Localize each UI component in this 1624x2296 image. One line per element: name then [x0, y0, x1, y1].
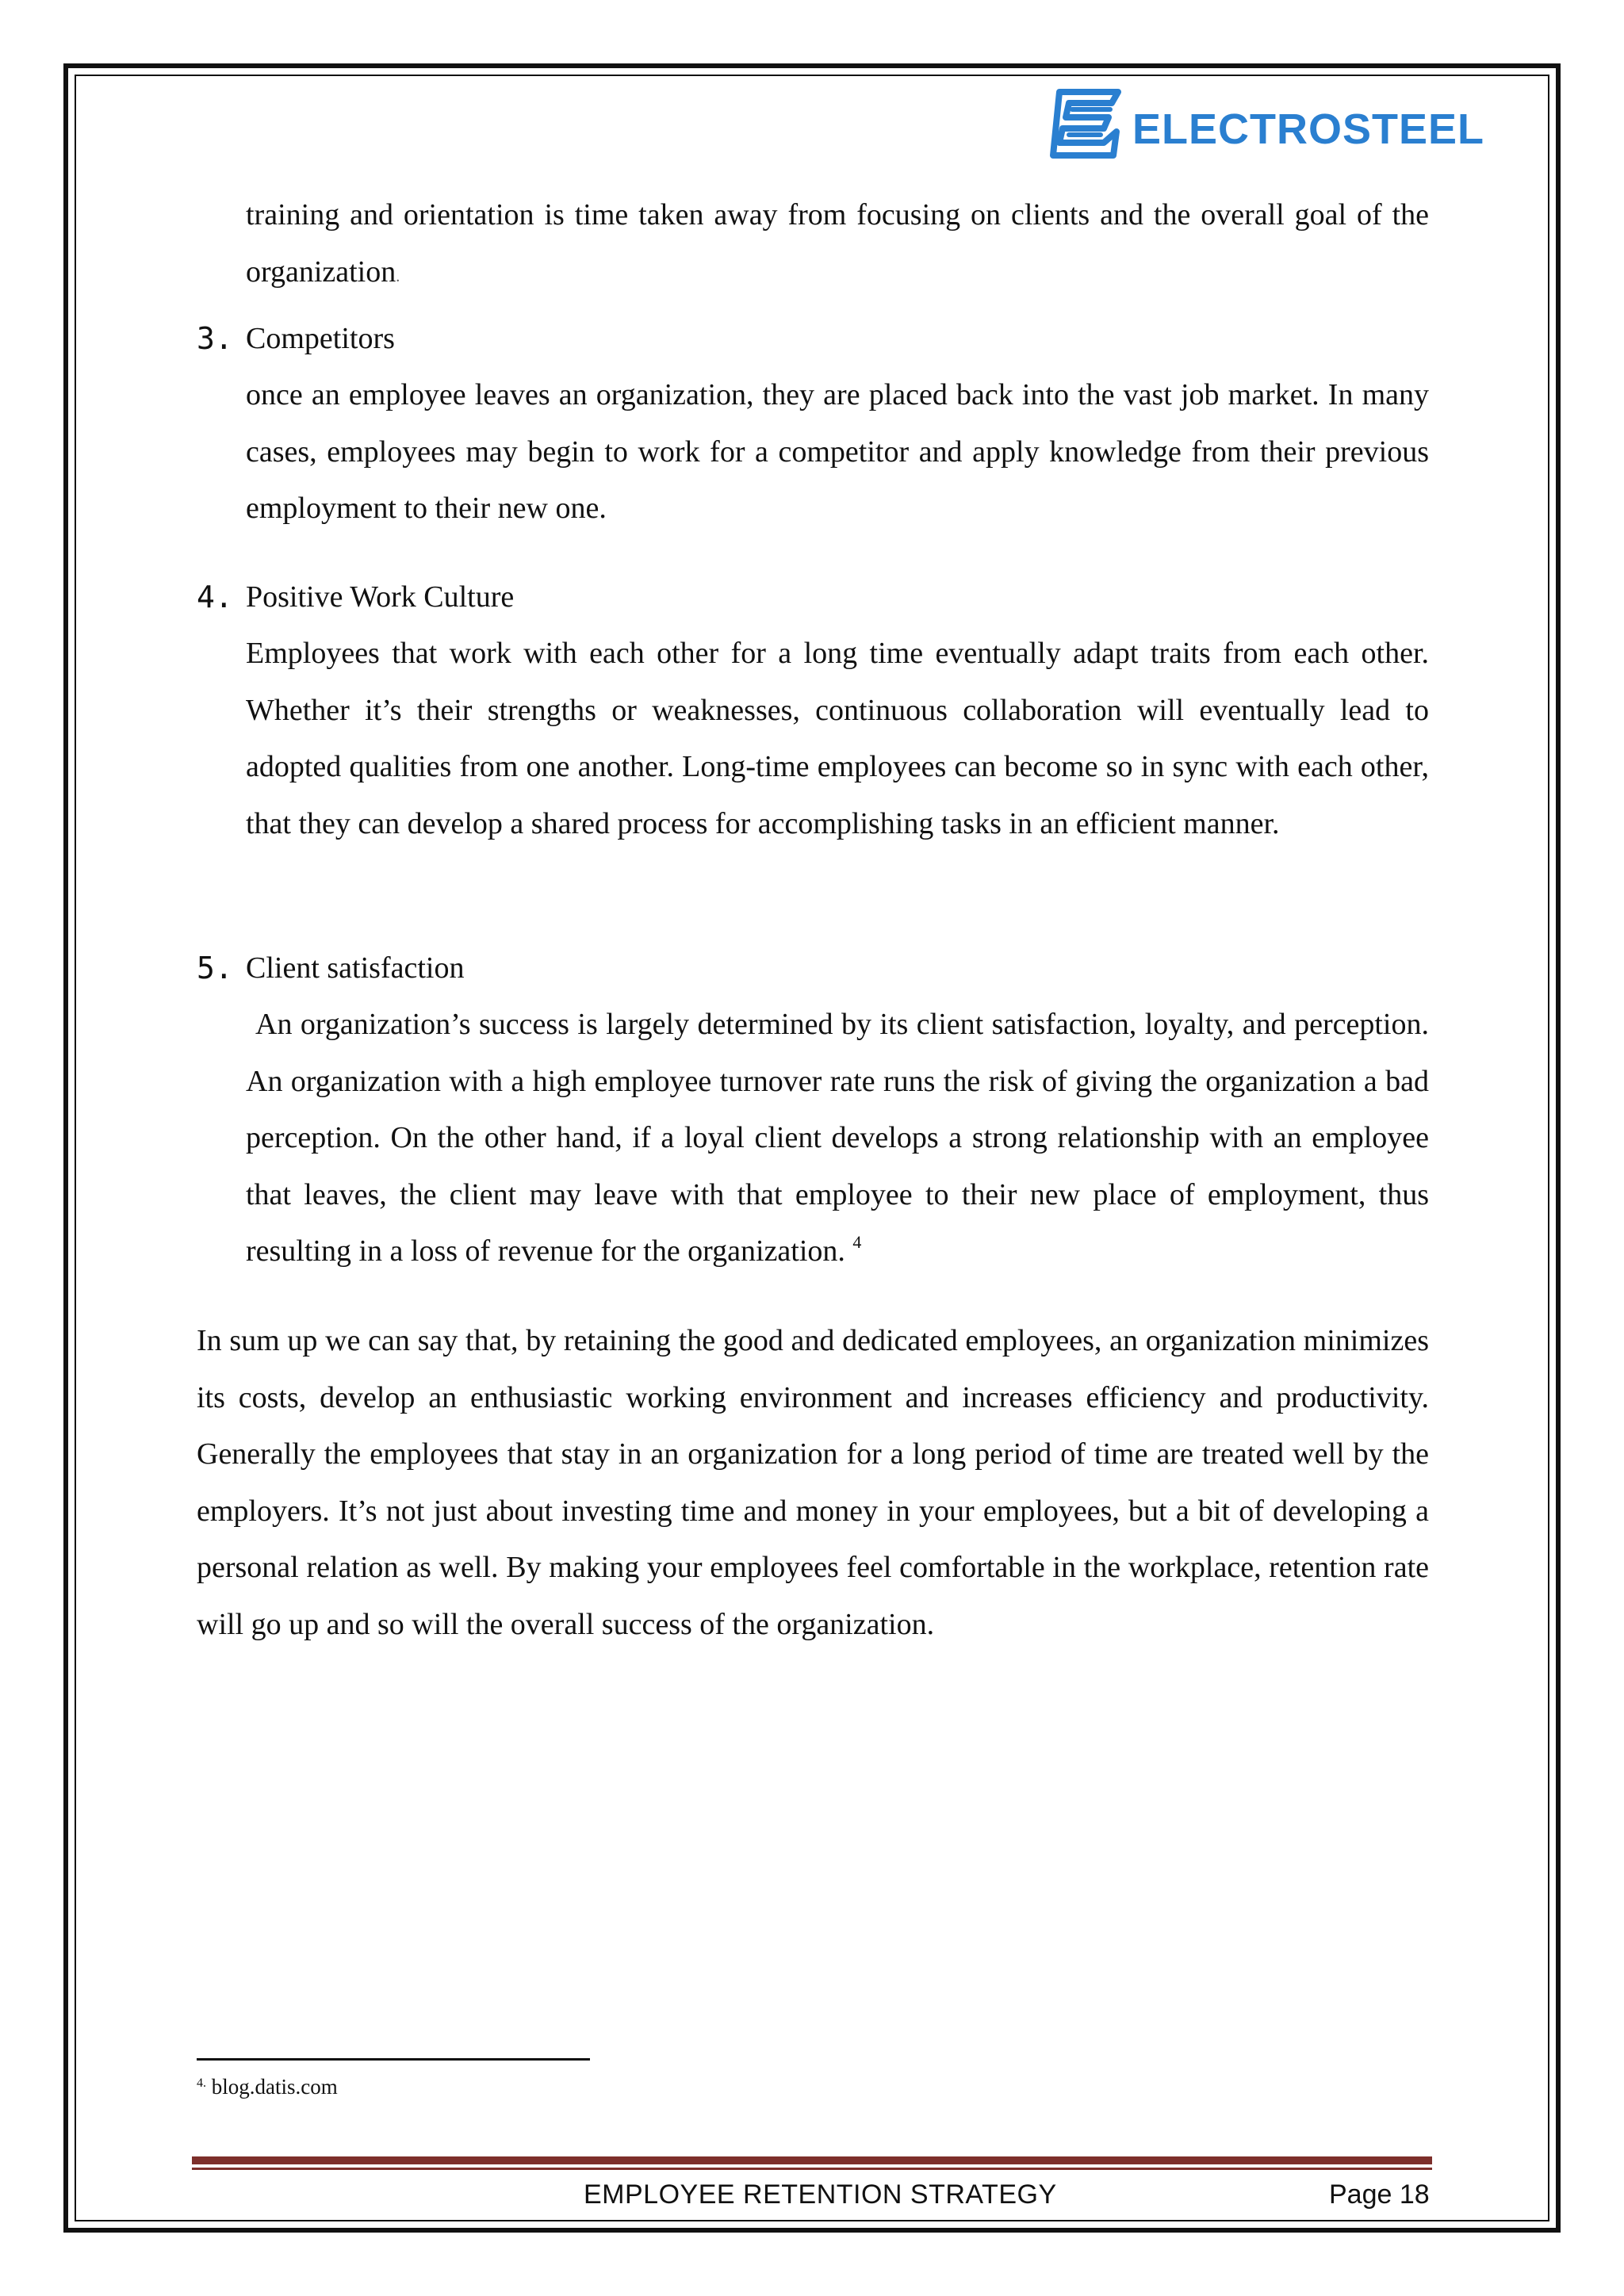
list-item-text-body: An organization’s success is largely determined by its client satisfaction, loyalty, and perception. An organization with a high employee turnover rate runs the risk of giving the organization a bad perception. On the other hand, if a loyal client develops a strong relationship with an employee that leaves, the client may leave with that employee to their new place of employment, thus resulting in a loss of revenue for the organization. [246, 1008, 1429, 1268]
list-item-text: Employees that work with each other for a long time eventually adapt traits from each other. Whether it’s their strengths or weaknesses, continuous collaboration will eventually lead to adopted qualities from one another. Long-time employees can become so in sync with each other, that they can develop a shared process for accomplishing tasks in an efficient manner. [246, 637, 1429, 840]
footnote-marker: 4. [197, 2076, 206, 2090]
electrosteel-logo [1045, 82, 1485, 165]
footnote [197, 2071, 338, 2103]
list-item-text: once an employee leaves an organization, they are placed back into the vast job market. In many cases, employees may begin to work for a competitor and apply knowledge from their previous employment to their new one. [246, 378, 1429, 525]
footer-rule-thick [192, 2156, 1432, 2164]
summary-paragraph: In sum up we can say that, by retaining the good and dedicated employees, an organization minimizes its costs, develop an enthusiastic working environment and increases efficiency and productivity. Generally the employees that stay in an organization for a long period of time are treated well by the employers. It’s not just about investing time and money in your employees, but a bit of developing a personal relation as well. By making your employees feel comfortable in the workplace, retention rate will go up and so will the overall success of the organization. [197, 1324, 1429, 1641]
footnote-text: blog.datis.com [211, 2075, 338, 2099]
intro-continuation-end: . [396, 267, 400, 285]
footer-rule-thin [192, 2168, 1432, 2170]
footnote-reference[interactable]: 4 [852, 1232, 862, 1252]
logo-wordmark: ELECTROSTEEL [1132, 105, 1485, 153]
list-item-title: Positive Work Culture [246, 580, 515, 614]
list-item-number: 5. [197, 951, 233, 985]
list-item-text [246, 997, 1429, 1280]
list-item-title: Client satisfaction [246, 951, 465, 985]
list-item-title: Competitors [246, 322, 395, 355]
footer-document-title: EMPLOYEE RETENTION STRATEGY [584, 2179, 1057, 2210]
footer-page-number: Page 18 [1329, 2179, 1430, 2210]
list-item-number: 4. [197, 580, 233, 614]
list-item-number: 3. [197, 321, 233, 356]
footnote-divider [197, 2058, 590, 2061]
intro-continuation [246, 187, 1429, 305]
electrosteel-logo-icon [1045, 82, 1128, 165]
intro-continuation-text: training and orientation is time taken away from focusing on clients and the overall goal of the organization [246, 198, 1429, 289]
